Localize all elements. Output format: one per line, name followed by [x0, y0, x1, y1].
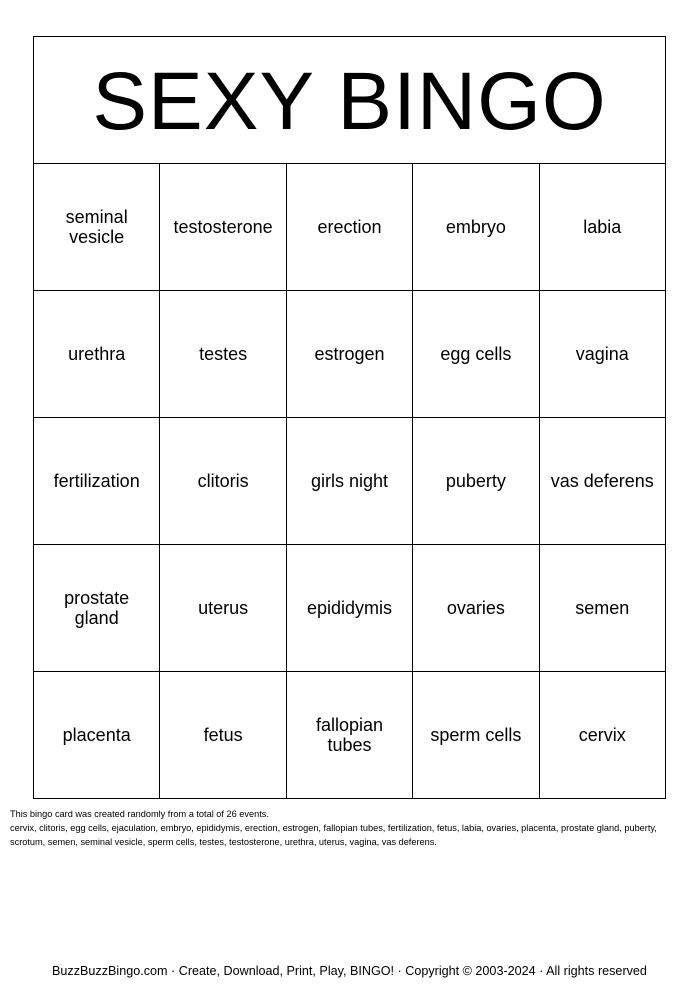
bingo-cell-text: labia: [583, 216, 622, 237]
card-info: [10, 807, 686, 849]
bingo-cell-text: erection: [317, 216, 382, 237]
bingo-row: [34, 418, 666, 545]
bingo-cell: [160, 418, 286, 545]
bingo-row: [34, 672, 666, 799]
bingo-cell: [160, 164, 286, 291]
bingo-cell: [413, 291, 539, 418]
bingo-cell-text: estrogen: [314, 343, 385, 364]
bingo-cell: [286, 291, 412, 418]
title-cell: [34, 37, 666, 164]
bingo-row: [34, 545, 666, 672]
bingo-cell: [413, 164, 539, 291]
bingo-cell: [413, 418, 539, 545]
bingo-cell-text: fetus: [203, 724, 243, 745]
bingo-cell: [34, 418, 160, 545]
card-title: SEXY BINGO: [92, 56, 607, 147]
bingo-cell-text: testosterone: [173, 216, 273, 237]
bingo-cell: [34, 291, 160, 418]
bingo-cell-text: puberty: [445, 470, 506, 491]
bingo-cell-text: semen: [575, 597, 630, 618]
bingo-cell-text: ovaries: [446, 597, 505, 618]
bingo-cell-text: fallopian tubes: [315, 714, 383, 755]
bingo-cell-text: testes: [199, 343, 248, 364]
bingo-cell-text: vagina: [575, 343, 629, 364]
bingo-cell-text: seminal vesicle: [65, 206, 128, 247]
bingo-cell: [539, 418, 665, 545]
bingo-cell-text: uterus: [198, 597, 249, 618]
bingo-cell: [286, 672, 412, 799]
bingo-cell: [539, 164, 665, 291]
bingo-cell: [539, 672, 665, 799]
bingo-cell: [413, 545, 539, 672]
bingo-cell-text: fertilization: [53, 470, 140, 491]
bingo-cell-text: cervix: [578, 724, 626, 745]
bingo-cell-text: girls night: [310, 470, 388, 491]
bingo-cell-text: placenta: [62, 724, 131, 745]
bingo-cell: [539, 545, 665, 672]
bingo-cell: [286, 545, 412, 672]
card-info-events-list: cervix, clitoris, egg cells, ejaculation, embryo, epididymis, erection, estrogen, fallopian tubes, fertilization, fetus, labia, ovaries, placenta, prostate gland, puberty, scrotum, semen, seminal vesicle, sperm cells, testes, testosterone, urethra, uterus, vagina, vas deferens.: [10, 823, 657, 847]
bingo-cell: [160, 545, 286, 672]
bingo-cell: [539, 291, 665, 418]
bingo-cell: [286, 418, 412, 545]
bingo-cell: [160, 291, 286, 418]
bingo-cell-text: urethra: [68, 343, 126, 364]
bingo-cell: [160, 672, 286, 799]
bingo-cell: [34, 672, 160, 799]
bingo-card: [33, 36, 666, 799]
bingo-cell-text: egg cells: [440, 343, 512, 364]
footer-copyright: BuzzBuzzBingo.com · Create, Download, Print, Play, BINGO! · Copyright © 2003-2024 · All rights reserved: [52, 964, 647, 978]
bingo-cell-text: vas deferens: [550, 470, 654, 491]
bingo-cell-text: epididymis: [306, 597, 392, 618]
bingo-cell-text: clitoris: [197, 470, 249, 491]
bingo-cell: [34, 164, 160, 291]
bingo-row: [34, 291, 666, 418]
bingo-cell: [34, 545, 160, 672]
card-info-summary: This bingo card was created randomly from a total of 26 events.: [10, 809, 269, 819]
bingo-cell-text: prostate gland: [64, 587, 130, 628]
bingo-cell: [413, 672, 539, 799]
bingo-cell: [286, 164, 412, 291]
bingo-row: [34, 164, 666, 291]
bingo-cell-text: embryo: [445, 216, 506, 237]
bingo-cell-text: sperm cells: [430, 724, 522, 745]
